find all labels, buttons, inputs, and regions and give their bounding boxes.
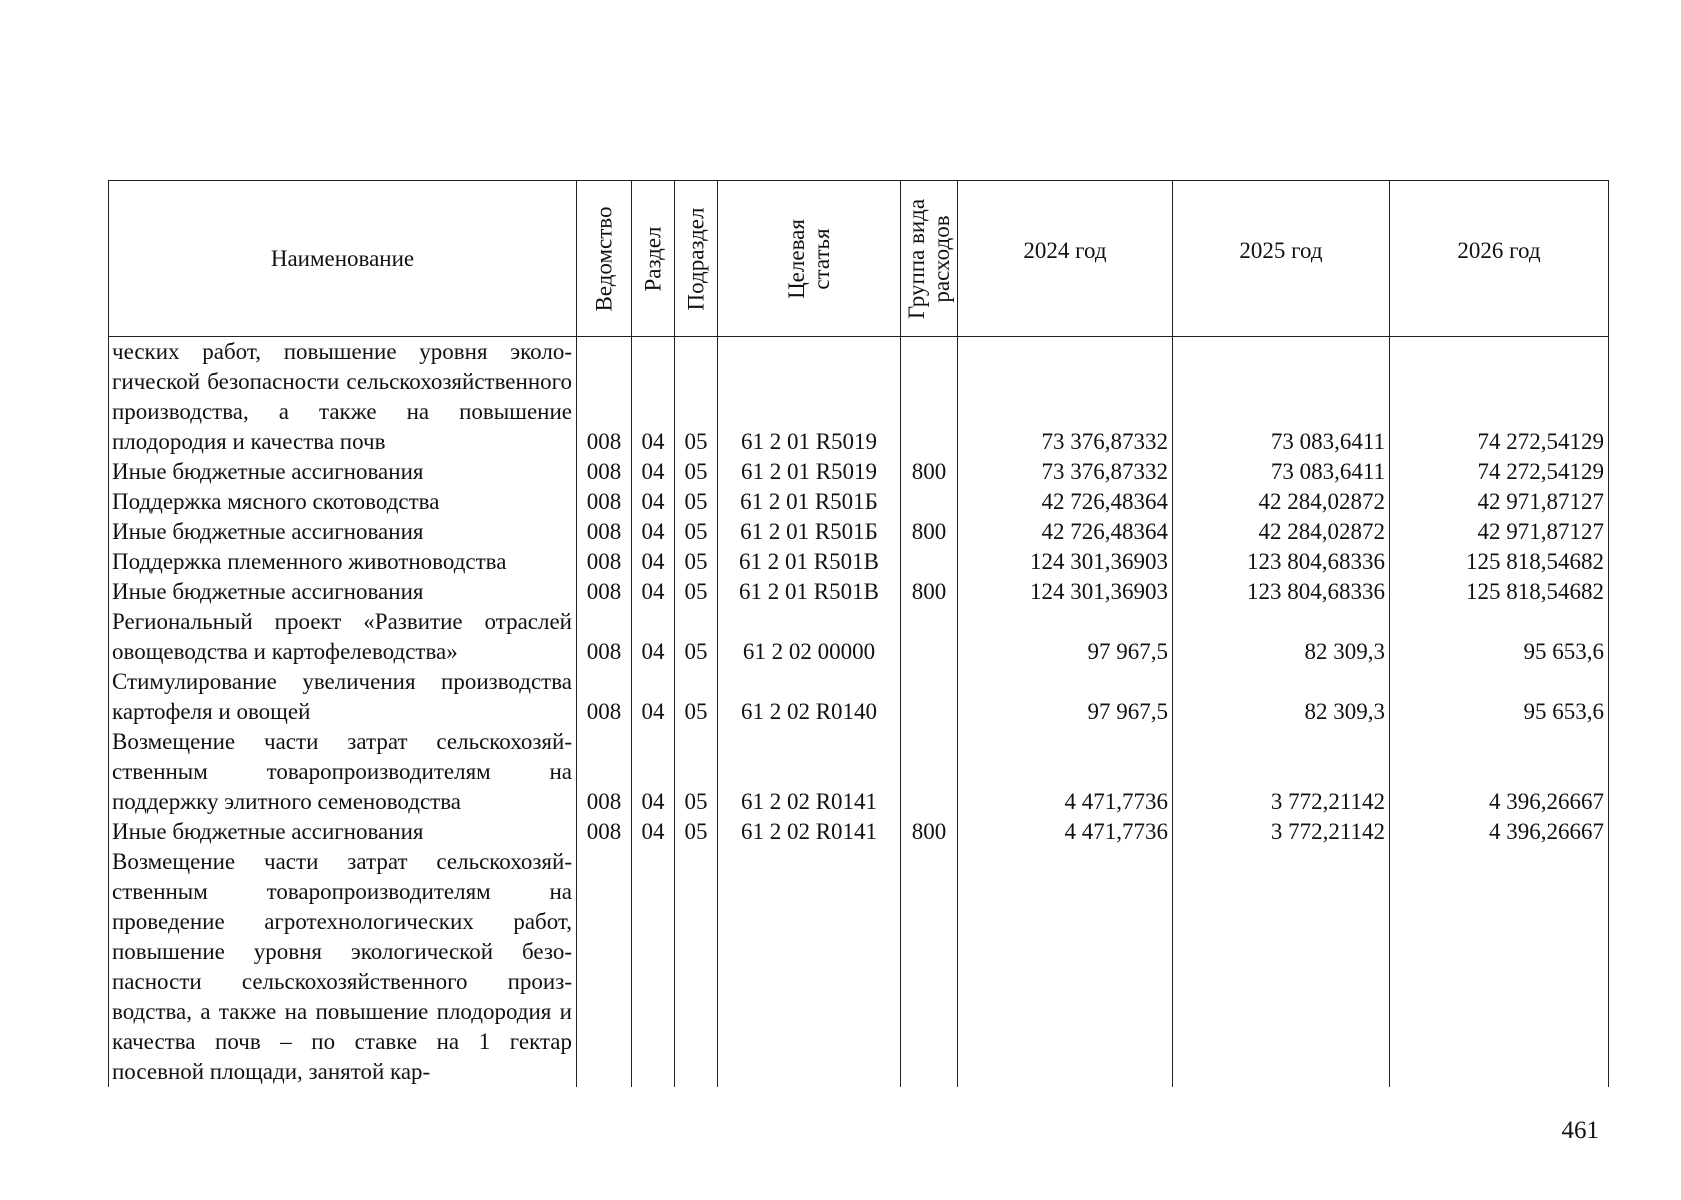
cell-2026: 125 818,54682 [1390, 577, 1609, 607]
cell-podrazdel: 05 [675, 727, 718, 817]
cell-2025: 73 083,6411 [1173, 337, 1390, 458]
cell-vedomstvo: 008 [577, 577, 632, 607]
cell-vid-rashodov [901, 337, 958, 458]
header-2025 [1173, 181, 1390, 337]
header-2025-label: 2025 год [1239, 237, 1323, 263]
cell-razdel: 04 [632, 337, 675, 458]
cell-vid-rashodov [901, 607, 958, 667]
table-header-row [109, 181, 1609, 337]
cell-celevaya-statya: 61 2 01 R501В [718, 577, 901, 607]
cell-razdel: 04 [632, 817, 675, 847]
cell-razdel: 04 [632, 457, 675, 487]
cell-2024: 42 726,48364 [958, 517, 1173, 547]
cell-celevaya-statya: 61 2 02 R0141 [718, 817, 901, 847]
cell-vedomstvo: 008 [577, 727, 632, 817]
cell-2025: 82 309,3 [1173, 607, 1390, 667]
cell-celevaya-statya: 61 2 01 R501В [718, 547, 901, 577]
budget-table [108, 180, 1609, 1087]
cell-podrazdel [675, 847, 718, 1087]
cell-2024 [958, 847, 1173, 1087]
header-gruppa-label [904, 198, 954, 318]
table-row [109, 847, 1609, 1087]
cell-razdel: 04 [632, 517, 675, 547]
header-podrazdel-label: Подраздел [683, 207, 709, 310]
cell-celevaya-statya: 61 2 02 R0141 [718, 727, 901, 817]
cell-2024: 73 376,87332 [958, 337, 1173, 458]
cell-2025: 3 772,21142 [1173, 817, 1390, 847]
table-row [109, 337, 1609, 458]
cell-celevaya-statya: 61 2 01 R501Б [718, 517, 901, 547]
cell-vid-rashodov [901, 487, 958, 517]
cell-name: ческих работ, повышение уровня экологической безопасности сельскохозяйственного производства, а также на повышение плодородия и качества почв [109, 337, 577, 458]
cell-vedomstvo [577, 847, 632, 1087]
cell-2026: 4 396,26667 [1390, 727, 1609, 817]
cell-razdel: 04 [632, 487, 675, 517]
cell-2024: 124 301,36903 [958, 577, 1173, 607]
cell-name: Поддержка мясного скотоводства [109, 487, 577, 517]
table-body [109, 337, 1609, 1088]
cell-2024: 124 301,36903 [958, 547, 1173, 577]
cell-vid-rashodov: 800 [901, 577, 958, 607]
cell-name: Иные бюджетные ассигнования [109, 817, 577, 847]
cell-podrazdel: 05 [675, 517, 718, 547]
cell-2025: 3 772,21142 [1173, 727, 1390, 817]
cell-2025: 73 083,6411 [1173, 457, 1390, 487]
header-celevaya-statya [718, 181, 901, 337]
cell-podrazdel: 05 [675, 577, 718, 607]
cell-2024: 73 376,87332 [958, 457, 1173, 487]
cell-2026: 4 396,26667 [1390, 817, 1609, 847]
cell-2026: 42 971,87127 [1390, 487, 1609, 517]
cell-2025: 123 804,68336 [1173, 577, 1390, 607]
table-row [109, 607, 1609, 667]
cell-vid-rashodov: 800 [901, 457, 958, 487]
cell-2024: 97 967,5 [958, 607, 1173, 667]
cell-2026: 95 653,6 [1390, 607, 1609, 667]
cell-vedomstvo: 008 [577, 517, 632, 547]
cell-vid-rashodov [901, 847, 958, 1087]
table-row [109, 547, 1609, 577]
cell-celevaya-statya: 61 2 01 R5019 [718, 337, 901, 458]
cell-2025: 42 284,02872 [1173, 487, 1390, 517]
table-row [109, 667, 1609, 727]
header-vedomstvo [577, 181, 632, 337]
cell-podrazdel: 05 [675, 817, 718, 847]
header-vedomstvo-label: Ведомство [591, 205, 617, 312]
cell-2024: 42 726,48364 [958, 487, 1173, 517]
header-2026-label: 2026 год [1457, 237, 1541, 263]
cell-celevaya-statya: 61 2 01 R501Б [718, 487, 901, 517]
cell-2025 [1173, 847, 1390, 1087]
cell-celevaya-statya: 61 2 02 R0140 [718, 667, 901, 727]
header-podrazdel [675, 181, 718, 337]
table-row [109, 487, 1609, 517]
cell-vid-rashodov [901, 667, 958, 727]
cell-name: Стимулирование увеличения производства картофеля и овощей [109, 667, 577, 727]
cell-podrazdel: 05 [675, 457, 718, 487]
header-razdel-label: Раздел [640, 225, 666, 292]
cell-celevaya-statya: 61 2 02 00000 [718, 607, 901, 667]
header-2024-label: 2024 год [1023, 237, 1107, 263]
cell-vedomstvo: 008 [577, 547, 632, 577]
cell-name: Иные бюджетные ассигнования [109, 577, 577, 607]
cell-2026: 42 971,87127 [1390, 517, 1609, 547]
cell-podrazdel: 05 [675, 667, 718, 727]
cell-name: Возмещение части затрат сельскохозяйственным товаропроизводителям на поддержку элитного семеноводства [109, 727, 577, 817]
cell-podrazdel: 05 [675, 487, 718, 517]
cell-podrazdel: 05 [675, 607, 718, 667]
header-gruppa-vida-rashodov [901, 181, 958, 337]
cell-razdel: 04 [632, 607, 675, 667]
cell-vedomstvo: 008 [577, 607, 632, 667]
cell-2024: 4 471,7736 [958, 727, 1173, 817]
header-celevaya-line2: статья [809, 227, 834, 290]
cell-vid-rashodov: 800 [901, 517, 958, 547]
table-row [109, 817, 1609, 847]
table-row [109, 457, 1609, 487]
cell-vedomstvo: 008 [577, 487, 632, 517]
table-row [109, 727, 1609, 817]
cell-vid-rashodov [901, 727, 958, 817]
cell-name: Иные бюджетные ассигнования [109, 457, 577, 487]
cell-vedomstvo: 008 [577, 817, 632, 847]
cell-podrazdel: 05 [675, 547, 718, 577]
cell-2026: 95 653,6 [1390, 667, 1609, 727]
header-gruppa-line2: расходов [929, 214, 954, 303]
cell-2026: 125 818,54682 [1390, 547, 1609, 577]
cell-vedomstvo: 008 [577, 337, 632, 458]
cell-vedomstvo: 008 [577, 457, 632, 487]
cell-razdel: 04 [632, 577, 675, 607]
cell-name: Региональный проект «Развитие отраслей овощеводства и картофелеводства» [109, 607, 577, 667]
cell-name: Возмещение части затрат сельскохозяйственным товаропроизводителям на проведение агротехнологических работ, повышение уровня экологической безопасности сельскохозяйственного производства, а также на повышение плодородия и качества почв – по ставке на 1 гектар посевной площади, занятой кар- [109, 847, 577, 1087]
cell-razdel [632, 847, 675, 1087]
header-celevaya-line1: Целевая [784, 218, 809, 299]
cell-razdel: 04 [632, 547, 675, 577]
cell-celevaya-statya: 61 2 01 R5019 [718, 457, 901, 487]
page-number: 461 [1561, 1117, 1599, 1144]
cell-2024: 4 471,7736 [958, 817, 1173, 847]
cell-2026 [1390, 847, 1609, 1087]
table-row [109, 577, 1609, 607]
cell-celevaya-statya [718, 847, 901, 1087]
cell-podrazdel: 05 [675, 337, 718, 458]
cell-2026: 74 272,54129 [1390, 337, 1609, 458]
header-2026 [1390, 181, 1609, 337]
cell-vedomstvo: 008 [577, 667, 632, 727]
cell-razdel: 04 [632, 667, 675, 727]
header-celevaya-statya-label [784, 219, 834, 299]
cell-vid-rashodov [901, 547, 958, 577]
header-name: Наименование [109, 181, 577, 337]
header-razdel [632, 181, 675, 337]
header-gruppa-line1: Группа вида [904, 198, 929, 319]
cell-name: Поддержка племенного животноводства [109, 547, 577, 577]
cell-2025: 123 804,68336 [1173, 547, 1390, 577]
cell-vid-rashodov: 800 [901, 817, 958, 847]
cell-2025: 82 309,3 [1173, 667, 1390, 727]
cell-2026: 74 272,54129 [1390, 457, 1609, 487]
header-2024 [958, 181, 1173, 337]
cell-2025: 42 284,02872 [1173, 517, 1390, 547]
cell-2024: 97 967,5 [958, 667, 1173, 727]
table-row [109, 517, 1609, 547]
cell-razdel: 04 [632, 727, 675, 817]
cell-name: Иные бюджетные ассигнования [109, 517, 577, 547]
